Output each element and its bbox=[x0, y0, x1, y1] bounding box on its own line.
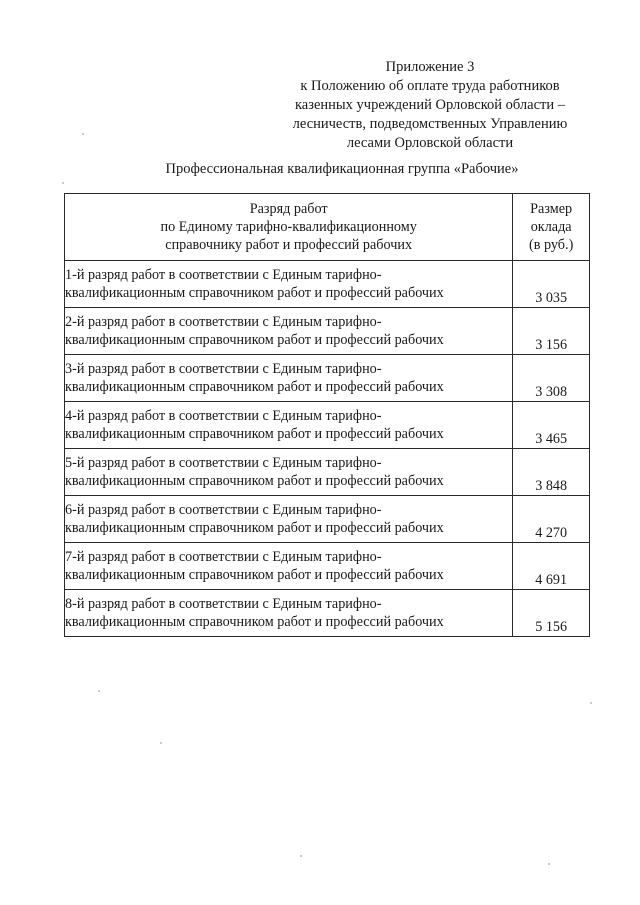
appendix-reference-line: лесничеств, подведомственных Управлению bbox=[292, 116, 568, 132]
grade-cell bbox=[65, 543, 513, 590]
grade-text-line: 3-й разряд работ в соответствии с Единым тарифно- bbox=[65, 361, 382, 377]
scan-speck bbox=[98, 690, 100, 692]
grade-cell bbox=[65, 449, 513, 496]
grade-text-line: квалификационным справочником работ и профессий рабочих bbox=[65, 379, 444, 395]
amount-cell: 3 156 bbox=[513, 308, 590, 355]
scan-speck bbox=[590, 702, 592, 704]
table-row bbox=[65, 449, 590, 496]
table-row bbox=[65, 590, 590, 637]
scan-speck bbox=[82, 133, 84, 135]
appendix-reference-line: казенных учреждений Орловской области – bbox=[294, 97, 566, 113]
table-row bbox=[65, 496, 590, 543]
header-amount-line: (в руб.) bbox=[529, 237, 574, 253]
appendix-header bbox=[270, 58, 590, 153]
amount-cell: 4 691 bbox=[513, 543, 590, 590]
grade-text-line: квалификационным справочником работ и профессий рабочих bbox=[65, 614, 444, 630]
grade-cell bbox=[65, 590, 513, 637]
grade-text-line: квалификационным справочником работ и профессий рабочих bbox=[65, 426, 444, 442]
grade-cell bbox=[65, 261, 513, 308]
grade-cell bbox=[65, 355, 513, 402]
grade-text-line: 5-й разряд работ в соответствии с Единым тарифно- bbox=[65, 455, 382, 471]
header-grade-line: справочнику работ и профессий рабочих bbox=[165, 237, 413, 253]
table-row bbox=[65, 402, 590, 449]
grade-cell bbox=[65, 496, 513, 543]
table-row bbox=[65, 543, 590, 590]
grade-text-line: квалификационным справочником работ и профессий рабочих bbox=[65, 473, 444, 489]
amount-cell: 4 270 bbox=[513, 496, 590, 543]
header-grade-line: Разряд работ bbox=[249, 201, 328, 217]
grade-text-line: 6-й разряд работ в соответствии с Единым тарифно- bbox=[65, 502, 382, 518]
appendix-number: Приложение 3 bbox=[385, 59, 475, 75]
header-amount-line: оклада bbox=[530, 219, 572, 235]
amount-cell: 3 848 bbox=[513, 449, 590, 496]
grade-text-line: 2-й разряд работ в соответствии с Единым тарифно- bbox=[65, 314, 382, 330]
grade-cell bbox=[65, 402, 513, 449]
grade-text-line: квалификационным справочником работ и профессий рабочих bbox=[65, 285, 444, 301]
appendix-reference-line: лесами Орловской области bbox=[346, 135, 514, 151]
header-grade-line: по Единому тарифно-квалификационному bbox=[160, 219, 417, 235]
grade-text-line: квалификационным справочником работ и профессий рабочих bbox=[65, 332, 444, 348]
group-title: Профессиональная квалификационная группа «Рабочие» bbox=[165, 161, 519, 177]
grade-text-line: 7-й разряд работ в соответствии с Единым тарифно- bbox=[65, 549, 382, 565]
scan-speck bbox=[160, 742, 162, 744]
scan-speck bbox=[548, 863, 550, 865]
header-amount bbox=[513, 194, 590, 261]
header-grade bbox=[65, 194, 513, 261]
scan-speck bbox=[62, 182, 64, 184]
table-header-row bbox=[65, 194, 590, 261]
grade-text-line: 4-й разряд работ в соответствии с Единым тарифно- bbox=[65, 408, 382, 424]
amount-cell: 5 156 bbox=[513, 590, 590, 637]
table-row bbox=[65, 308, 590, 355]
grade-text-line: квалификационным справочником работ и профессий рабочих bbox=[65, 520, 444, 536]
amount-cell: 3 465 bbox=[513, 402, 590, 449]
grade-text-line: 8-й разряд работ в соответствии с Единым тарифно- bbox=[65, 596, 382, 612]
grade-text-line: 1-й разряд работ в соответствии с Единым тарифно- bbox=[65, 267, 382, 283]
amount-cell: 3 035 bbox=[513, 261, 590, 308]
header-amount-line: Размер bbox=[530, 201, 573, 217]
amount-cell: 3 308 bbox=[513, 355, 590, 402]
grade-text-line: квалификационным справочником работ и профессий рабочих bbox=[65, 567, 444, 583]
table-row bbox=[65, 261, 590, 308]
table-row bbox=[65, 355, 590, 402]
grade-cell bbox=[65, 308, 513, 355]
appendix-reference-line: к Положению об оплате труда работников bbox=[300, 78, 560, 94]
salary-table bbox=[64, 193, 590, 637]
scan-speck bbox=[300, 855, 302, 857]
